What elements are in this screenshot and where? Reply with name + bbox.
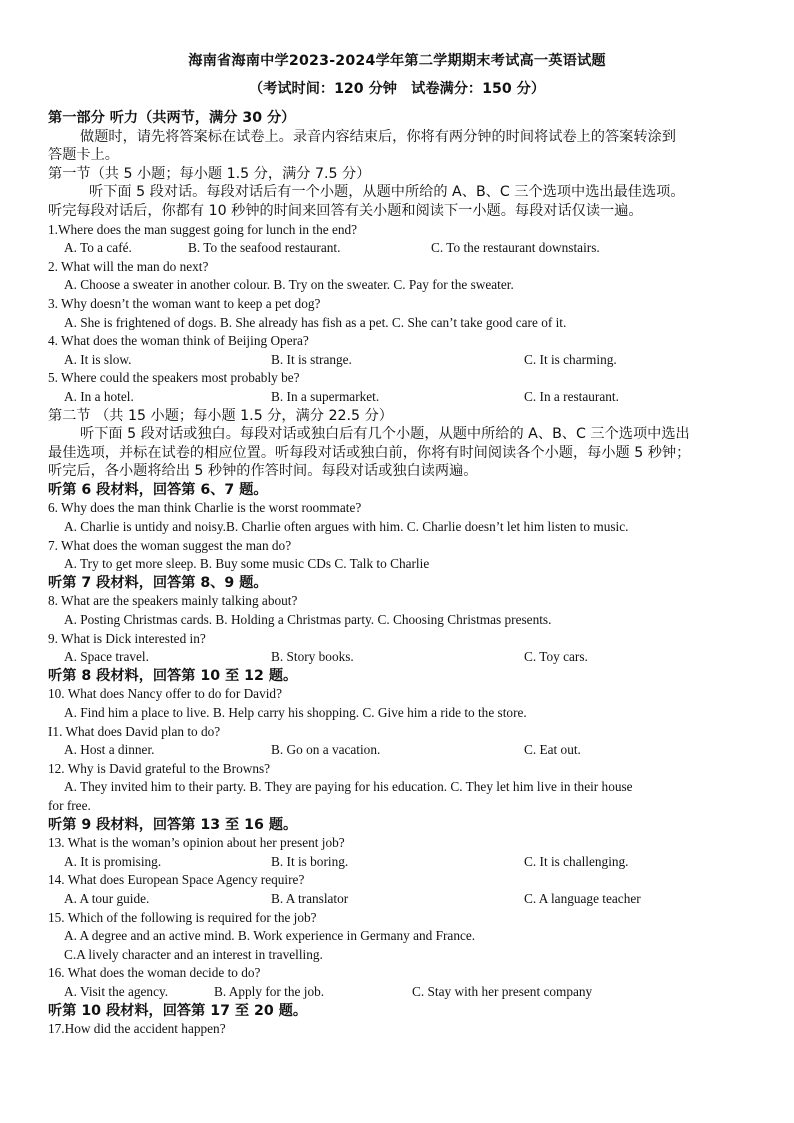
option-a: A. It is promising. [64,853,162,869]
option-c: C. In a restaurant. [524,388,619,404]
question-9: 9. What is Dick interested in? [48,630,206,646]
question-2: 2. What will the man do next? [48,258,209,274]
question-14: 14. What does European Space Agency require? [48,872,305,888]
question-12-options-continued: for free. [48,797,91,813]
section1-heading: 第一节（共 5 小题；每小题 1.5 分，满分 7.5 分） [48,165,371,182]
option-c: C. It is challenging. [524,853,629,869]
question-13: 13. What is the woman’s opinion about her present job? [48,835,345,851]
question-4-options [48,351,756,370]
material-9-heading: 听第 9 段材料，回答第 13 至 16 题。 [48,816,298,833]
question-8-options: A. Posting Christmas cards. B. Holding a Christmas party. C. Choosing Christmas presents. [64,612,552,628]
exam-content [48,109,756,1039]
question-1-options [48,239,756,258]
option-c: C. Eat out. [524,742,581,758]
question-16-options [48,983,756,1002]
option-b: B. It is strange. [271,351,352,367]
question-5-options [48,388,756,407]
exam-title: 海南省海南中学2023-2024学年第二学期期末考试高一英语试题 [188,53,606,69]
option-b: B. Go on a vacation. [271,742,381,758]
material-10-heading: 听第 10 段材料，回答第 17 至 20 题。 [48,1002,308,1019]
option-a: A. Host a dinner. [64,742,155,758]
part1-heading: 第一部分 听力（共两节，满分 30 分） [48,110,296,126]
question-7-options: A. Try to get more sleep. B. Buy some music CDs C. Talk to Charlie [64,556,430,572]
exam-subtitle: （考试时间：120 分钟 试卷满分：150 分） [248,81,546,97]
option-b: B. In a supermarket. [271,388,380,404]
question-10-options: A. Find him a place to live. B. Help carry his shopping. C. Give him a ride to the store. [64,705,527,720]
question-2-options: A. Choose a sweater in another colour. B. Try on the sweater. C. Pay for the sweater. [64,277,514,293]
material-8-heading: 听第 8 段材料，回答第 10 至 12 题。 [48,667,298,684]
question-11: I1. What does David plan to do? [48,723,221,739]
question-3-options: A. She is frightened of dogs. B. She already has fish as a pet. C. She can’t take good care of it. [64,314,567,330]
question-13-options [48,853,756,872]
option-a: A. A tour guide. [64,890,150,906]
part1-instruction-line: 做题时，请先将答案标在试卷上。录音内容结束后，你将有两分钟的时间将试卷上的答案转涂到 [80,128,676,145]
question-3: 3. Why doesn’t the woman want to keep a pet dog? [48,295,321,311]
question-16: 16. What does the woman decide to do? [48,965,261,981]
option-a: A. To a café. [64,240,132,256]
question-6-options: A. Charlie is untidy and noisy.B. Charlie often argues with him. C. Charlie doesn’t let him listen to music. [64,519,629,535]
option-c: C. Stay with her present company [412,983,593,999]
material-7-heading: 听第 7 段材料，回答第 8、9 题。 [48,574,268,591]
section1-instruction-line: 听下面 5 段对话。每段对话后有一个小题，从题中所给的 A、B、C 三个选项中选出最佳选项。 [89,184,685,201]
section2-instruction-line: 听下面 5 段对话或独白。每段对话或独白后有几个小题，从题中所给的 A、B、C 三个选项中选出 [80,426,690,443]
question-12-options: A. They invited him to their party. B. They are paying for his education. C. They let him live in their house [64,779,633,795]
question-10: 10. What does Nancy offer to do for David? [48,686,282,702]
question-11-options [48,741,756,760]
section1-instruction-line: 听完每段对话后，你都有 10 秒钟的时间来回答有关小题和阅读下一小题。每段对话仅读一遍。 [48,202,643,219]
question-12: 12. Why is David grateful to the Browns? [48,760,271,776]
option-b: B. Apply for the job. [214,983,325,999]
option-a: A. It is slow. [64,351,132,367]
question-15-options: A. A degree and an active mind. B. Work experience in Germany and France. [64,928,476,944]
option-a: A. In a hotel. [64,388,134,404]
question-4: 4. What does the woman think of Beijing Opera? [48,333,309,349]
option-c: C. Toy cars. [524,649,588,665]
question-17: 17.How did the accident happen? [48,1021,226,1037]
option-a: A. Visit the agency. [64,983,169,999]
option-b: B. It is boring. [271,853,349,869]
question-6: 6. Why does the man think Charlie is the worst roommate? [48,500,362,516]
question-15: 15. Which of the following is required for the job? [48,909,317,925]
option-b: B. A translator [271,890,349,906]
option-c: C. It is charming. [524,351,617,367]
option-c: C. A language teacher [524,890,641,906]
question-15-options-continued: C.A lively character and an interest in travelling. [64,946,323,962]
section2-instruction-line: 听完后，各小题将给出 5 秒钟的作答时间。每段对话或独白读两遍。 [48,463,478,480]
option-b: B. To the seafood restaurant. [188,240,341,256]
part1-instruction-line: 答题卡上。 [48,147,119,164]
option-b: B. Story books. [271,649,354,665]
question-5: 5. Where could the speakers most probably be? [48,370,300,386]
section2-heading: 第二节 （共 15 小题；每小题 1.5 分，满分 22.5 分） [48,407,393,424]
option-c: C. To the restaurant downstairs. [431,240,600,256]
question-1: 1.Where does the man suggest going for lunch in the end? [48,221,358,237]
question-14-options [48,890,756,909]
question-8: 8. What are the speakers mainly talking about? [48,593,298,609]
option-a: A. Space travel. [64,649,149,665]
material-6-heading: 听第 6 段材料，回答第 6、7 题。 [48,481,268,498]
section2-instruction-line: 最佳选项，并标在试卷的相应位置。听每段对话或独白前，你将有时间阅读各个小题，每小题 5 秒钟； [48,444,691,461]
question-7: 7. What does the woman suggest the man do? [48,537,292,553]
question-9-options [48,648,756,667]
